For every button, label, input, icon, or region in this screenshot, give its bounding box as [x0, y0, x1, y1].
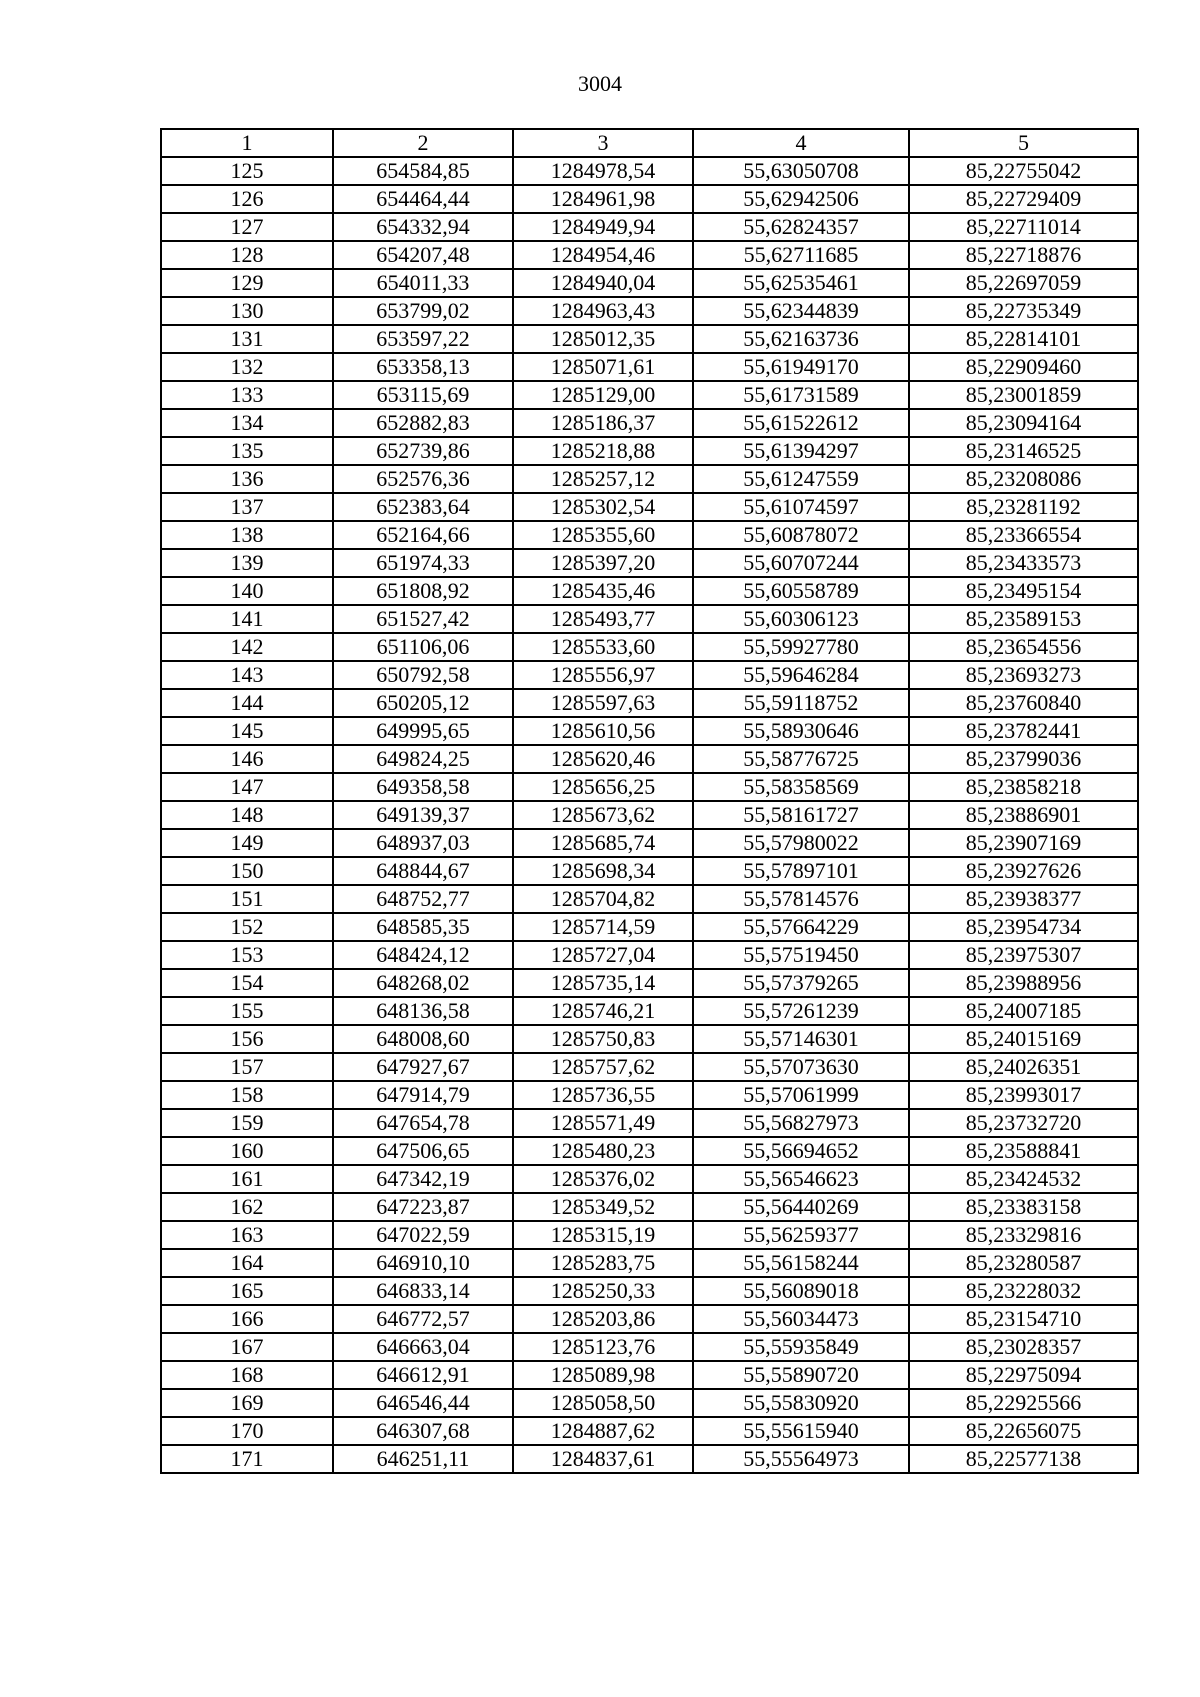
- table-cell: 648752,77: [333, 885, 513, 913]
- table-cell: 1285283,75: [513, 1249, 693, 1277]
- table-cell: 1285736,55: [513, 1081, 693, 1109]
- table-cell: 654207,48: [333, 241, 513, 269]
- table-cell: 651106,06: [333, 633, 513, 661]
- table-cell: 1285123,76: [513, 1333, 693, 1361]
- table-cell: 55,57519450: [693, 941, 909, 969]
- table-cell: 1285089,98: [513, 1361, 693, 1389]
- table-row: [161, 829, 1138, 857]
- table-cell: 1285315,19: [513, 1221, 693, 1249]
- table-cell: 137: [161, 493, 333, 521]
- table-cell: 157: [161, 1053, 333, 1081]
- table-cell: 1284837,61: [513, 1445, 693, 1473]
- table-cell: 169: [161, 1389, 333, 1417]
- table-cell: 651808,92: [333, 577, 513, 605]
- table-cell: 55,63050708: [693, 157, 909, 185]
- table-cell: 646546,44: [333, 1389, 513, 1417]
- table-cell: 1285203,86: [513, 1305, 693, 1333]
- page-number: 3004: [578, 71, 622, 96]
- table-cell: 145: [161, 717, 333, 745]
- table-cell: 55,61394297: [693, 437, 909, 465]
- table-cell: 55,58161727: [693, 801, 909, 829]
- table-row: [161, 437, 1138, 465]
- table-cell: 85,23954734: [909, 913, 1138, 941]
- table-cell: 85,23280587: [909, 1249, 1138, 1277]
- table-cell: 162: [161, 1193, 333, 1221]
- table-cell: 55,61074597: [693, 493, 909, 521]
- table-cell: 647223,87: [333, 1193, 513, 1221]
- table-cell: 55,56089018: [693, 1277, 909, 1305]
- table-cell: 1285250,33: [513, 1277, 693, 1305]
- coordinates-table: [160, 128, 1139, 1474]
- table-cell: 1285533,60: [513, 633, 693, 661]
- table-cell: 55,58358569: [693, 773, 909, 801]
- table-row: [161, 409, 1138, 437]
- table-row: [161, 465, 1138, 493]
- table-cell: 649824,25: [333, 745, 513, 773]
- table-cell: 55,61247559: [693, 465, 909, 493]
- table-cell: 647342,19: [333, 1165, 513, 1193]
- table-cell: 85,23433573: [909, 549, 1138, 577]
- table-row: [161, 773, 1138, 801]
- table-cell: 55,62535461: [693, 269, 909, 297]
- table-cell: 55,55615940: [693, 1417, 909, 1445]
- table-cell: 1285058,50: [513, 1389, 693, 1417]
- table-cell: 155: [161, 997, 333, 1025]
- table-row: [161, 745, 1138, 773]
- table-row: [161, 493, 1138, 521]
- table-row: [161, 885, 1138, 913]
- column-header: 1: [161, 129, 333, 157]
- table-cell: 1285656,25: [513, 773, 693, 801]
- table-cell: 1285698,34: [513, 857, 693, 885]
- table-cell: 648008,60: [333, 1025, 513, 1053]
- table-cell: 1285012,35: [513, 325, 693, 353]
- table-cell: 55,59646284: [693, 661, 909, 689]
- table-cell: 1285355,60: [513, 521, 693, 549]
- table-cell: 85,23988956: [909, 969, 1138, 997]
- table-cell: 648136,58: [333, 997, 513, 1025]
- table-cell: 654011,33: [333, 269, 513, 297]
- table-cell: 653799,02: [333, 297, 513, 325]
- table-cell: 55,56158244: [693, 1249, 909, 1277]
- table-cell: 1285480,23: [513, 1137, 693, 1165]
- table-cell: 144: [161, 689, 333, 717]
- table-cell: 646612,91: [333, 1361, 513, 1389]
- table-cell: 1284949,94: [513, 213, 693, 241]
- table-cell: 129: [161, 269, 333, 297]
- table-cell: 653358,13: [333, 353, 513, 381]
- table-row: [161, 1025, 1138, 1053]
- table-cell: 153: [161, 941, 333, 969]
- table-cell: 170: [161, 1417, 333, 1445]
- table-cell: 648268,02: [333, 969, 513, 997]
- table-cell: 55,55564973: [693, 1445, 909, 1473]
- table-row: [161, 1277, 1138, 1305]
- table-cell: 127: [161, 213, 333, 241]
- table-cell: 55,59118752: [693, 689, 909, 717]
- table-cell: 85,22718876: [909, 241, 1138, 269]
- table-cell: 85,23208086: [909, 465, 1138, 493]
- table-cell: 85,23654556: [909, 633, 1138, 661]
- table-cell: 652383,64: [333, 493, 513, 521]
- table-cell: 646833,14: [333, 1277, 513, 1305]
- table-cell: 168: [161, 1361, 333, 1389]
- table-cell: 647022,59: [333, 1221, 513, 1249]
- table-row: [161, 857, 1138, 885]
- table-cell: 139: [161, 549, 333, 577]
- table-cell: 130: [161, 297, 333, 325]
- table-cell: 1285571,49: [513, 1109, 693, 1137]
- table-row: [161, 1165, 1138, 1193]
- table-cell: 154: [161, 969, 333, 997]
- column-header: 2: [333, 129, 513, 157]
- table-cell: 649358,58: [333, 773, 513, 801]
- table-cell: 1285302,54: [513, 493, 693, 521]
- table-cell: 141: [161, 605, 333, 633]
- table-row: [161, 1137, 1138, 1165]
- table-cell: 55,56694652: [693, 1137, 909, 1165]
- table-cell: 650792,58: [333, 661, 513, 689]
- table-cell: 85,23281192: [909, 493, 1138, 521]
- table-cell: 647914,79: [333, 1081, 513, 1109]
- table-row: [161, 913, 1138, 941]
- table-row: [161, 661, 1138, 689]
- table-cell: 147: [161, 773, 333, 801]
- table-cell: 55,58776725: [693, 745, 909, 773]
- table-cell: 85,23146525: [909, 437, 1138, 465]
- table-cell: 125: [161, 157, 333, 185]
- table-cell: 55,55935849: [693, 1333, 909, 1361]
- table-cell: 85,23495154: [909, 577, 1138, 605]
- table-cell: 1284954,46: [513, 241, 693, 269]
- table-cell: 1285186,37: [513, 409, 693, 437]
- table-cell: 55,55890720: [693, 1361, 909, 1389]
- table-row: [161, 1053, 1138, 1081]
- table-cell: 55,58930646: [693, 717, 909, 745]
- table-cell: 55,59927780: [693, 633, 909, 661]
- table-cell: 1285218,88: [513, 437, 693, 465]
- table-row: [161, 633, 1138, 661]
- table-cell: 164: [161, 1249, 333, 1277]
- table-cell: 653115,69: [333, 381, 513, 409]
- table-cell: 85,23001859: [909, 381, 1138, 409]
- table-cell: 85,24026351: [909, 1053, 1138, 1081]
- table-cell: 55,61731589: [693, 381, 909, 409]
- table-row: [161, 353, 1138, 381]
- table-cell: 146: [161, 745, 333, 773]
- table-row: [161, 1221, 1138, 1249]
- table-cell: 85,22755042: [909, 157, 1138, 185]
- table-row: [161, 577, 1138, 605]
- column-header: 4: [693, 129, 909, 157]
- table-cell: 85,23329816: [909, 1221, 1138, 1249]
- table-cell: 55,56034473: [693, 1305, 909, 1333]
- table-row: [161, 1389, 1138, 1417]
- table-cell: 85,22909460: [909, 353, 1138, 381]
- table-cell: 647506,65: [333, 1137, 513, 1165]
- table-row: [161, 997, 1138, 1025]
- table-cell: 652882,83: [333, 409, 513, 437]
- table-cell: 158: [161, 1081, 333, 1109]
- table-cell: 1285257,12: [513, 465, 693, 493]
- table-cell: 55,62163736: [693, 325, 909, 353]
- table-cell: 140: [161, 577, 333, 605]
- table-row: [161, 1445, 1138, 1473]
- table-cell: 1285746,21: [513, 997, 693, 1025]
- table-cell: 653597,22: [333, 325, 513, 353]
- table-cell: 85,23228032: [909, 1277, 1138, 1305]
- table-cell: 85,23383158: [909, 1193, 1138, 1221]
- table-cell: 55,62824357: [693, 213, 909, 241]
- table-cell: 1285750,83: [513, 1025, 693, 1053]
- table-cell: 1285673,62: [513, 801, 693, 829]
- table-cell: 1285376,02: [513, 1165, 693, 1193]
- table-cell: 143: [161, 661, 333, 689]
- table-cell: 85,23732720: [909, 1109, 1138, 1137]
- table-row: [161, 941, 1138, 969]
- table-cell: 128: [161, 241, 333, 269]
- table-cell: 156: [161, 1025, 333, 1053]
- table-cell: 148: [161, 801, 333, 829]
- table-cell: 1284963,43: [513, 297, 693, 325]
- table-row: [161, 1361, 1138, 1389]
- table-cell: 1285727,04: [513, 941, 693, 969]
- table-cell: 55,60878072: [693, 521, 909, 549]
- table-row: [161, 1109, 1138, 1137]
- table-cell: 85,22697059: [909, 269, 1138, 297]
- table-cell: 85,22975094: [909, 1361, 1138, 1389]
- table-cell: 85,22711014: [909, 213, 1138, 241]
- table-cell: 85,23154710: [909, 1305, 1138, 1333]
- table-cell: 647654,78: [333, 1109, 513, 1137]
- table-cell: 648585,35: [333, 913, 513, 941]
- table-cell: 55,55830920: [693, 1389, 909, 1417]
- table-cell: 1285493,77: [513, 605, 693, 633]
- table-cell: 55,62942506: [693, 185, 909, 213]
- table-cell: 85,23993017: [909, 1081, 1138, 1109]
- table-cell: 85,23938377: [909, 885, 1138, 913]
- table-cell: 55,57980022: [693, 829, 909, 857]
- table-cell: 1285556,97: [513, 661, 693, 689]
- table-row: [161, 1305, 1138, 1333]
- table-cell: 55,60558789: [693, 577, 909, 605]
- table-cell: 163: [161, 1221, 333, 1249]
- table-cell: 85,23782441: [909, 717, 1138, 745]
- table-cell: 652164,66: [333, 521, 513, 549]
- table-header: [161, 129, 1138, 157]
- table-cell: 1285397,20: [513, 549, 693, 577]
- table-cell: 165: [161, 1277, 333, 1305]
- table-row: [161, 1333, 1138, 1361]
- table-cell: 55,57664229: [693, 913, 909, 941]
- table-cell: 55,61522612: [693, 409, 909, 437]
- table-cell: 651527,42: [333, 605, 513, 633]
- table-cell: 85,22735349: [909, 297, 1138, 325]
- table-cell: 1285129,00: [513, 381, 693, 409]
- table-cell: 654464,44: [333, 185, 513, 213]
- table-cell: 646663,04: [333, 1333, 513, 1361]
- table-cell: 85,22577138: [909, 1445, 1138, 1473]
- table-cell: 133: [161, 381, 333, 409]
- table-cell: 131: [161, 325, 333, 353]
- table-cell: 85,24015169: [909, 1025, 1138, 1053]
- table-cell: 85,23028357: [909, 1333, 1138, 1361]
- table-cell: 648844,67: [333, 857, 513, 885]
- table-row: [161, 801, 1138, 829]
- table-cell: 1285714,59: [513, 913, 693, 941]
- table-cell: 55,61949170: [693, 353, 909, 381]
- table-cell: 167: [161, 1333, 333, 1361]
- table-row: [161, 381, 1138, 409]
- table-cell: 652739,86: [333, 437, 513, 465]
- table-cell: 159: [161, 1109, 333, 1137]
- table-cell: 55,56440269: [693, 1193, 909, 1221]
- table-row: [161, 1081, 1138, 1109]
- table-row: [161, 1193, 1138, 1221]
- table-cell: 646772,57: [333, 1305, 513, 1333]
- table-cell: 648424,12: [333, 941, 513, 969]
- table-cell: 85,23927626: [909, 857, 1138, 885]
- table-cell: 55,62711685: [693, 241, 909, 269]
- table-cell: 1285610,56: [513, 717, 693, 745]
- table-cell: 149: [161, 829, 333, 857]
- table-cell: 55,56259377: [693, 1221, 909, 1249]
- table-cell: 85,23366554: [909, 521, 1138, 549]
- table-cell: 55,57061999: [693, 1081, 909, 1109]
- table-cell: 85,23589153: [909, 605, 1138, 633]
- table-row: [161, 297, 1138, 325]
- table-cell: 1285597,63: [513, 689, 693, 717]
- table-cell: 55,57146301: [693, 1025, 909, 1053]
- table-cell: 142: [161, 633, 333, 661]
- table-cell: 135: [161, 437, 333, 465]
- table-cell: 649139,37: [333, 801, 513, 829]
- table-cell: 166: [161, 1305, 333, 1333]
- table-cell: 152: [161, 913, 333, 941]
- table-cell: 646910,10: [333, 1249, 513, 1277]
- table-cell: 161: [161, 1165, 333, 1193]
- table-cell: 85,23094164: [909, 409, 1138, 437]
- table-cell: 1285349,52: [513, 1193, 693, 1221]
- header-row: [161, 129, 1138, 157]
- table-cell: 85,24007185: [909, 997, 1138, 1025]
- column-header: 3: [513, 129, 693, 157]
- table-cell: 55,60707244: [693, 549, 909, 577]
- table-row: [161, 185, 1138, 213]
- table-row: [161, 269, 1138, 297]
- table-row: [161, 605, 1138, 633]
- table-cell: 55,57073630: [693, 1053, 909, 1081]
- table-cell: 654332,94: [333, 213, 513, 241]
- table-cell: 85,23760840: [909, 689, 1138, 717]
- table-cell: 1285071,61: [513, 353, 693, 381]
- table-cell: 85,22729409: [909, 185, 1138, 213]
- table-row: [161, 1249, 1138, 1277]
- table-cell: 1284887,62: [513, 1417, 693, 1445]
- table-cell: 1285435,46: [513, 577, 693, 605]
- table-cell: 55,57379265: [693, 969, 909, 997]
- table-body: [161, 157, 1138, 1473]
- table-cell: 85,22925566: [909, 1389, 1138, 1417]
- table-row: [161, 689, 1138, 717]
- table-cell: 151: [161, 885, 333, 913]
- table-cell: 55,60306123: [693, 605, 909, 633]
- table-cell: 647927,67: [333, 1053, 513, 1081]
- table-cell: 1285757,62: [513, 1053, 693, 1081]
- table-cell: 85,23907169: [909, 829, 1138, 857]
- table-cell: 55,57897101: [693, 857, 909, 885]
- table-cell: 85,23858218: [909, 773, 1138, 801]
- table-cell: 85,23693273: [909, 661, 1138, 689]
- table-cell: 85,23886901: [909, 801, 1138, 829]
- table-cell: 55,62344839: [693, 297, 909, 325]
- table-cell: 171: [161, 1445, 333, 1473]
- table-cell: 55,57261239: [693, 997, 909, 1025]
- table-cell: 85,22814101: [909, 325, 1138, 353]
- table-cell: 646307,68: [333, 1417, 513, 1445]
- table-cell: 1284978,54: [513, 157, 693, 185]
- table-cell: 55,56546623: [693, 1165, 909, 1193]
- table-cell: 1284940,04: [513, 269, 693, 297]
- table-cell: 652576,36: [333, 465, 513, 493]
- table-cell: 55,57814576: [693, 885, 909, 913]
- table-cell: 85,23588841: [909, 1137, 1138, 1165]
- table-row: [161, 717, 1138, 745]
- table-cell: 1285685,74: [513, 829, 693, 857]
- table-row: [161, 1417, 1138, 1445]
- table-cell: 126: [161, 185, 333, 213]
- table-row: [161, 157, 1138, 185]
- table-cell: 85,22656075: [909, 1417, 1138, 1445]
- table-cell: 160: [161, 1137, 333, 1165]
- table-cell: 55,56827973: [693, 1109, 909, 1137]
- table-cell: 646251,11: [333, 1445, 513, 1473]
- table-cell: 648937,03: [333, 829, 513, 857]
- table-cell: 1285620,46: [513, 745, 693, 773]
- table-cell: 85,23799036: [909, 745, 1138, 773]
- table-cell: 136: [161, 465, 333, 493]
- table-cell: 134: [161, 409, 333, 437]
- table-cell: 1285735,14: [513, 969, 693, 997]
- table-cell: 138: [161, 521, 333, 549]
- table-row: [161, 521, 1138, 549]
- column-header: 5: [909, 129, 1138, 157]
- table-row: [161, 969, 1138, 997]
- table-row: [161, 549, 1138, 577]
- table-cell: 132: [161, 353, 333, 381]
- table-cell: 85,23424532: [909, 1165, 1138, 1193]
- table-row: [161, 325, 1138, 353]
- table-row: [161, 241, 1138, 269]
- table-cell: 150: [161, 857, 333, 885]
- table-row: [161, 213, 1138, 241]
- table-cell: 650205,12: [333, 689, 513, 717]
- table-cell: 1285704,82: [513, 885, 693, 913]
- table-cell: 1284961,98: [513, 185, 693, 213]
- table-cell: 654584,85: [333, 157, 513, 185]
- table-cell: 649995,65: [333, 717, 513, 745]
- table-cell: 651974,33: [333, 549, 513, 577]
- table-cell: 85,23975307: [909, 941, 1138, 969]
